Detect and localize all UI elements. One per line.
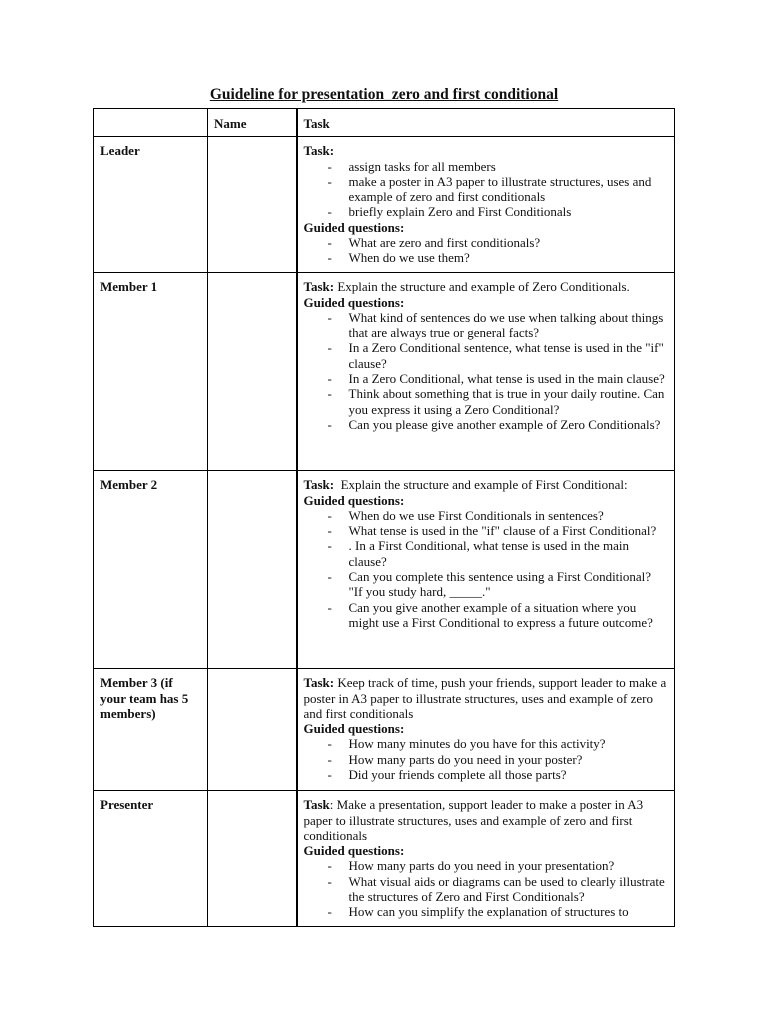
table-row <box>94 273 675 471</box>
name-cell <box>208 273 297 471</box>
list-item: - . In a First Conditional, what tense is used in the main clause? <box>349 538 669 569</box>
task-label: Task: <box>303 279 335 295</box>
task-cell <box>297 471 675 669</box>
document-title-text: Guideline for presentation_zero and first conditional <box>209 86 559 103</box>
list-item: - When do we use First Conditionals in sentences? <box>349 508 669 523</box>
role-cell: Member 1 <box>94 273 208 471</box>
task-label: Task: <box>303 477 335 493</box>
guided-questions-list <box>304 736 669 782</box>
task-cell <box>297 137 675 273</box>
task-description <box>304 797 669 843</box>
list-item: - What tense is used in the "if" clause of a First Conditional? <box>349 523 669 538</box>
task-text: Explain the structure and example of First Conditional: <box>334 477 628 493</box>
list-item: - make a poster in A3 paper to illustrate structures, uses and example of zero and first conditionals <box>349 174 669 205</box>
guided-questions-list <box>304 235 669 266</box>
name-cell <box>208 669 297 791</box>
table-row <box>94 791 675 927</box>
list-item: - How many minutes do you have for this activity? <box>349 736 669 751</box>
header-name: Name <box>208 109 297 137</box>
guided-questions-list <box>304 508 669 630</box>
table-row <box>94 669 675 791</box>
guided-questions-label: Guided questions: <box>303 492 405 508</box>
list-item: - Did your friends complete all those parts? <box>349 767 669 782</box>
list-item: - Think about something that is true in your daily routine. Can you express it using a Zero Conditional? <box>349 386 669 417</box>
name-cell <box>208 471 297 669</box>
list-item: - assign tasks for all members <box>349 159 669 174</box>
task-label: Task: <box>303 675 335 691</box>
list-item: - What visual aids or diagrams can be used to clearly illustrate the structures of Zero and First Conditionals? <box>349 874 669 905</box>
list-item: - How many parts do you need in your poster? <box>349 752 669 767</box>
task-cell <box>297 791 675 927</box>
name-cell <box>208 791 297 927</box>
task-label: Task <box>303 797 330 813</box>
list-item: - In a Zero Conditional sentence, what tense is used in the "if" clause? <box>349 340 669 371</box>
guideline-table <box>93 108 675 927</box>
task-description <box>304 143 669 158</box>
task-description <box>304 477 669 492</box>
list-item: - How can you simplify the explanation of structures to <box>349 904 669 919</box>
list-item: - briefly explain Zero and First Conditionals <box>349 204 669 219</box>
list-item: - What kind of sentences do we use when talking about things that are always true or general facts? <box>349 310 669 341</box>
header-role <box>94 109 208 137</box>
role-cell: Member 2 <box>94 471 208 669</box>
role-cell: Leader <box>94 137 208 273</box>
table-row <box>94 137 675 273</box>
task-cell <box>297 273 675 471</box>
task-cell <box>297 669 675 791</box>
header-task: Task <box>297 109 675 137</box>
list-item: - What are zero and first conditionals? <box>349 235 669 250</box>
table-row <box>94 471 675 669</box>
name-cell <box>208 137 297 273</box>
guided-questions-label: Guided questions: <box>303 294 405 310</box>
task-text: : Make a presentation, support leader to make a poster in A3 paper to illustrate structures, uses and example of zero and first conditionals <box>303 797 647 843</box>
role-cell: Presenter <box>94 791 208 927</box>
guided-questions-label: Guided questions: <box>303 721 405 737</box>
task-text: Keep track of time, push your friends, support leader to make a poster in A3 paper to illustrate structures, uses and example of zero and first conditionals <box>303 675 670 721</box>
role-cell: Member 3 (if your team has 5 members) <box>94 669 208 791</box>
list-item: - In a Zero Conditional, what tense is used in the main clause? <box>349 371 669 386</box>
task-label: Task: <box>303 143 335 159</box>
task-description <box>304 675 669 721</box>
list-item: - How many parts do you need in your presentation? <box>349 858 669 873</box>
guided-questions-list <box>304 310 669 432</box>
guided-questions-list <box>304 858 669 919</box>
list-item: - Can you give another example of a situation where you might use a First Conditional to express a future outcome? <box>349 600 669 631</box>
guided-questions-label: Guided questions: <box>303 219 405 235</box>
list-item: - Can you complete this sentence using a First Conditional? "If you study hard, _____." <box>349 569 669 600</box>
list-item: - When do we use them? <box>349 250 669 265</box>
document-title <box>0 86 768 104</box>
table-header-row <box>94 109 675 137</box>
task-description <box>304 279 669 294</box>
task-list <box>304 159 669 220</box>
guided-questions-label: Guided questions: <box>303 843 405 859</box>
task-text: Explain the structure and example of Zero Conditionals. <box>334 279 630 295</box>
list-item: - Can you please give another example of Zero Conditionals? <box>349 417 669 432</box>
